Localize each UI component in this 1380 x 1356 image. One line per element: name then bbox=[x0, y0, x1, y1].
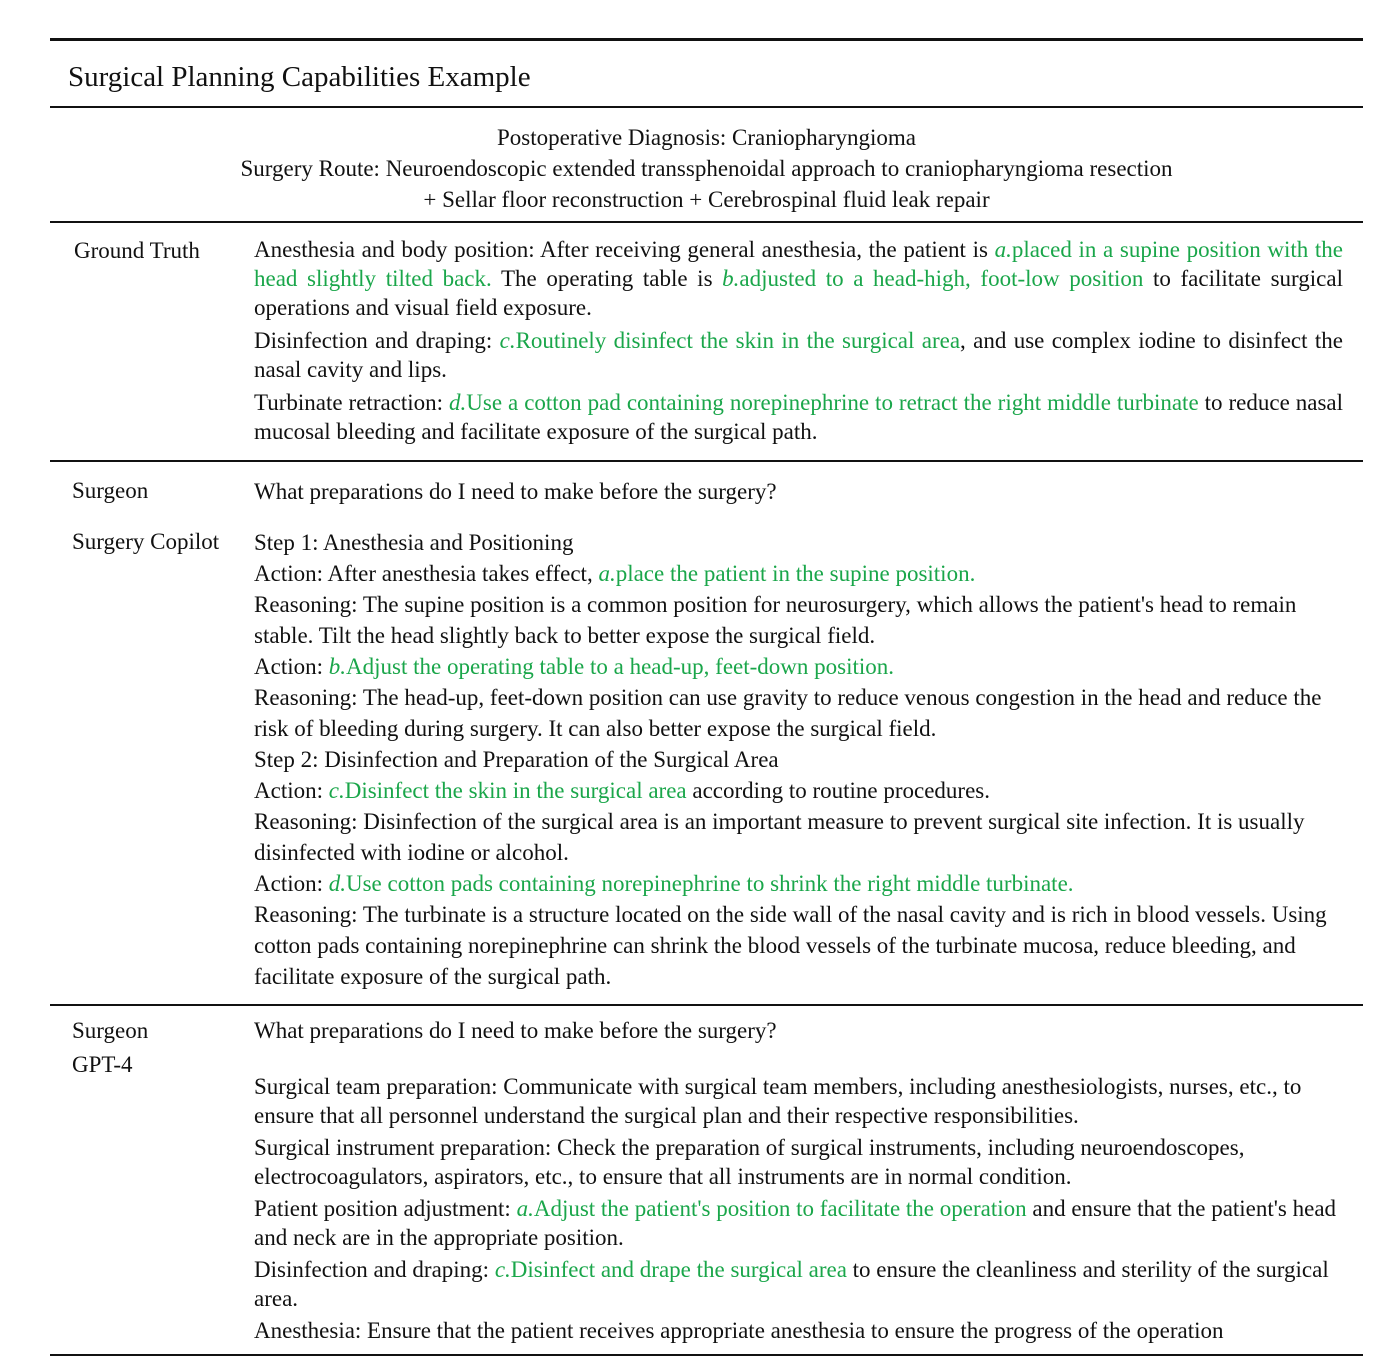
highlight-text: Adjust the patient's position to facilitate the operation bbox=[533, 1196, 1027, 1221]
highlight-text: Use cotton pads containing norepinephrine to shrink the right middle turbinate. bbox=[346, 871, 1074, 896]
item-letter: a. bbox=[994, 237, 1012, 262]
item-letter: d. bbox=[328, 871, 346, 896]
highlight-b bbox=[329, 654, 894, 679]
gpt4-text: Patient position adjustment: bbox=[254, 1196, 517, 1221]
gpt4-question-row bbox=[50, 1016, 1363, 1048]
action-text: Action: bbox=[254, 778, 329, 803]
highlight-a bbox=[517, 1196, 1027, 1221]
action-text: Action: bbox=[254, 654, 329, 679]
highlight-text: Routinely disinfect the skin in the surgical area bbox=[515, 328, 961, 353]
gpt4-text: and ensure that the patient's head and neck are in the appropriate position. bbox=[254, 1196, 1337, 1250]
gpt4-answer-row bbox=[50, 1048, 1363, 1348]
gpt4-section bbox=[50, 1006, 1363, 1354]
gpt4-paragraph-team: Surgical team preparation: Communicate with surgical team members, including anesthesiologists, nurses, etc., to ensure that all personnel understand the surgical plan and their respective responsibilities. bbox=[254, 1074, 1302, 1128]
action-line bbox=[254, 868, 1343, 899]
ground-truth-label: Ground Truth bbox=[74, 238, 200, 263]
gpt4-label: GPT-4 bbox=[72, 1052, 133, 1077]
case-header bbox=[50, 108, 1363, 221]
highlight-text: Use a cotton pad containing norepinephrine to retract the right middle turbinate bbox=[466, 390, 1199, 415]
gt-text: Turbinate retraction: bbox=[254, 390, 450, 415]
copilot-section bbox=[50, 462, 1363, 1004]
gpt4-paragraph-position bbox=[254, 1194, 1343, 1252]
action-text: according to routine procedures. bbox=[686, 778, 990, 803]
table-title: Surgical Planning Capabilities Example bbox=[68, 61, 531, 93]
highlight-c bbox=[329, 778, 687, 803]
reasoning-line: Reasoning: Disinfection of the surgical area is an important measure to prevent surgical site infection. It is usually disinfected with iodine or alcohol. bbox=[254, 809, 1305, 865]
surgeon-question: What preparations do I need to make before the surgery? bbox=[254, 479, 777, 504]
gpt4-text: to ensure the cleanliness and sterility of the surgical area. bbox=[254, 1257, 1329, 1311]
spacer bbox=[50, 507, 1363, 527]
gt-text: to reduce nasal mucosal bleeding and facilitate exposure of the surgical path. bbox=[254, 390, 1343, 444]
gt-text: Disinfection and draping: bbox=[254, 328, 500, 353]
item-letter: d. bbox=[449, 390, 467, 415]
ground-truth-content bbox=[254, 235, 1363, 450]
gpt4-text: Disinfection and draping: bbox=[254, 1257, 495, 1282]
highlight-text: place the patient in the supine position. bbox=[615, 561, 976, 586]
highlight-text: Adjust the operating table to a head-up, feet-down position. bbox=[346, 654, 895, 679]
question-cell bbox=[254, 476, 1363, 507]
comparison-table bbox=[50, 38, 1363, 1356]
gpt4-paragraph-anesthesia: Anesthesia: Ensure that the patient receives appropriate anesthesia to ensure the progress of the operation bbox=[254, 1318, 1224, 1343]
highlight-d bbox=[329, 871, 1074, 896]
highlight-c bbox=[495, 1257, 847, 1282]
action-text: Action: bbox=[254, 871, 329, 896]
highlight-text: Disinfect the skin in the surgical area bbox=[344, 778, 687, 803]
gt-highlight-d bbox=[449, 390, 1199, 415]
surgery-copilot-label: Surgery Copilot bbox=[72, 529, 220, 554]
gt-highlight-b bbox=[722, 266, 1143, 291]
step-heading: Step 1: Anesthesia and Positioning bbox=[254, 530, 574, 555]
gt-paragraph-positioning bbox=[254, 235, 1343, 322]
reasoning-line: Reasoning: The turbinate is a structure located on the side wall of the nasal cavity and is rich in blood vessels. Using cotton pads containing norepinephrine can shrink the blood vessels of the turbinate mucosa, reduce bleeding, and facilitate exposure of the surgical path. bbox=[254, 902, 1327, 989]
highlight-text: adjusted to a head-high, foot-low position bbox=[739, 266, 1144, 291]
item-letter: a. bbox=[516, 1196, 534, 1221]
action-line bbox=[254, 558, 1343, 589]
reasoning-line: Reasoning: The supine position is a common position for neurosurgery, which allows the patient's head to remain stable. Tilt the head slightly back to better expose the surgical field. bbox=[254, 592, 1297, 648]
gpt4-paragraph-disinfection bbox=[254, 1255, 1343, 1313]
action-line bbox=[254, 775, 1343, 806]
route-line-2: + Sellar floor reconstruction + Cerebrospinal fluid leak repair bbox=[423, 187, 990, 212]
action-line bbox=[254, 651, 1343, 682]
step-heading: Step 2: Disinfection and Preparation of the Surgical Area bbox=[254, 747, 779, 772]
diagnosis-line: Postoperative Diagnosis: Craniopharyngioma bbox=[496, 125, 917, 150]
gpt4-paragraph-instruments: Surgical instrument preparation: Check the preparation of surgical instruments, including neuroendoscopes, electrocoagulators, aspirators, etc., to ensure that all instruments are in normal condition. bbox=[254, 1135, 1245, 1189]
highlight-text: Disinfect and drape the surgical area bbox=[510, 1257, 847, 1282]
reasoning-line: Reasoning: The head-up, feet-down position can use gravity to reduce venous congestion in the head and reduce the risk of bleeding during surgery. It can also better expose the surgical field. bbox=[254, 685, 1322, 741]
gt-text: to facilitate surgical operations and visual field exposure. bbox=[254, 266, 1343, 320]
highlight-text: placed in a supine position with the head slightly tilted back. bbox=[254, 237, 1343, 291]
gpt4-answer bbox=[254, 1048, 1363, 1348]
gt-paragraph-disinfection bbox=[254, 326, 1343, 384]
route-line-1: Surgery Route: Neuroendoscopic extended transsphenoidal approach to craniopharyngioma resection bbox=[240, 156, 1173, 181]
item-letter: c. bbox=[328, 778, 345, 803]
copilot-question-row bbox=[50, 476, 1363, 507]
gt-highlight-c bbox=[500, 328, 960, 353]
highlight-a bbox=[598, 561, 975, 586]
item-letter: c. bbox=[494, 1257, 511, 1282]
gt-text: The operating table is bbox=[491, 266, 723, 291]
item-letter: b. bbox=[722, 266, 740, 291]
surgeon-question: What preparations do I need to make before the surgery? bbox=[254, 1018, 777, 1043]
item-letter: a. bbox=[598, 561, 616, 586]
question-cell bbox=[254, 1016, 1363, 1048]
gt-paragraph-turbinate bbox=[254, 388, 1343, 446]
surgeon-label: Surgeon bbox=[72, 478, 149, 503]
copilot-answer-row bbox=[50, 527, 1363, 992]
gt-text: Anesthesia and body position: After receiving general anesthesia, the patient is bbox=[254, 237, 995, 262]
item-letter: b. bbox=[328, 654, 346, 679]
copilot-answer bbox=[254, 527, 1363, 992]
action-text: Action: After anesthesia takes effect, bbox=[254, 561, 599, 586]
surgeon-label: Surgeon bbox=[72, 1018, 149, 1043]
gt-text: , and use complex iodine to disinfect the nasal cavity and lips. bbox=[254, 328, 1343, 382]
ground-truth-row bbox=[50, 223, 1363, 460]
item-letter: c. bbox=[499, 328, 516, 353]
